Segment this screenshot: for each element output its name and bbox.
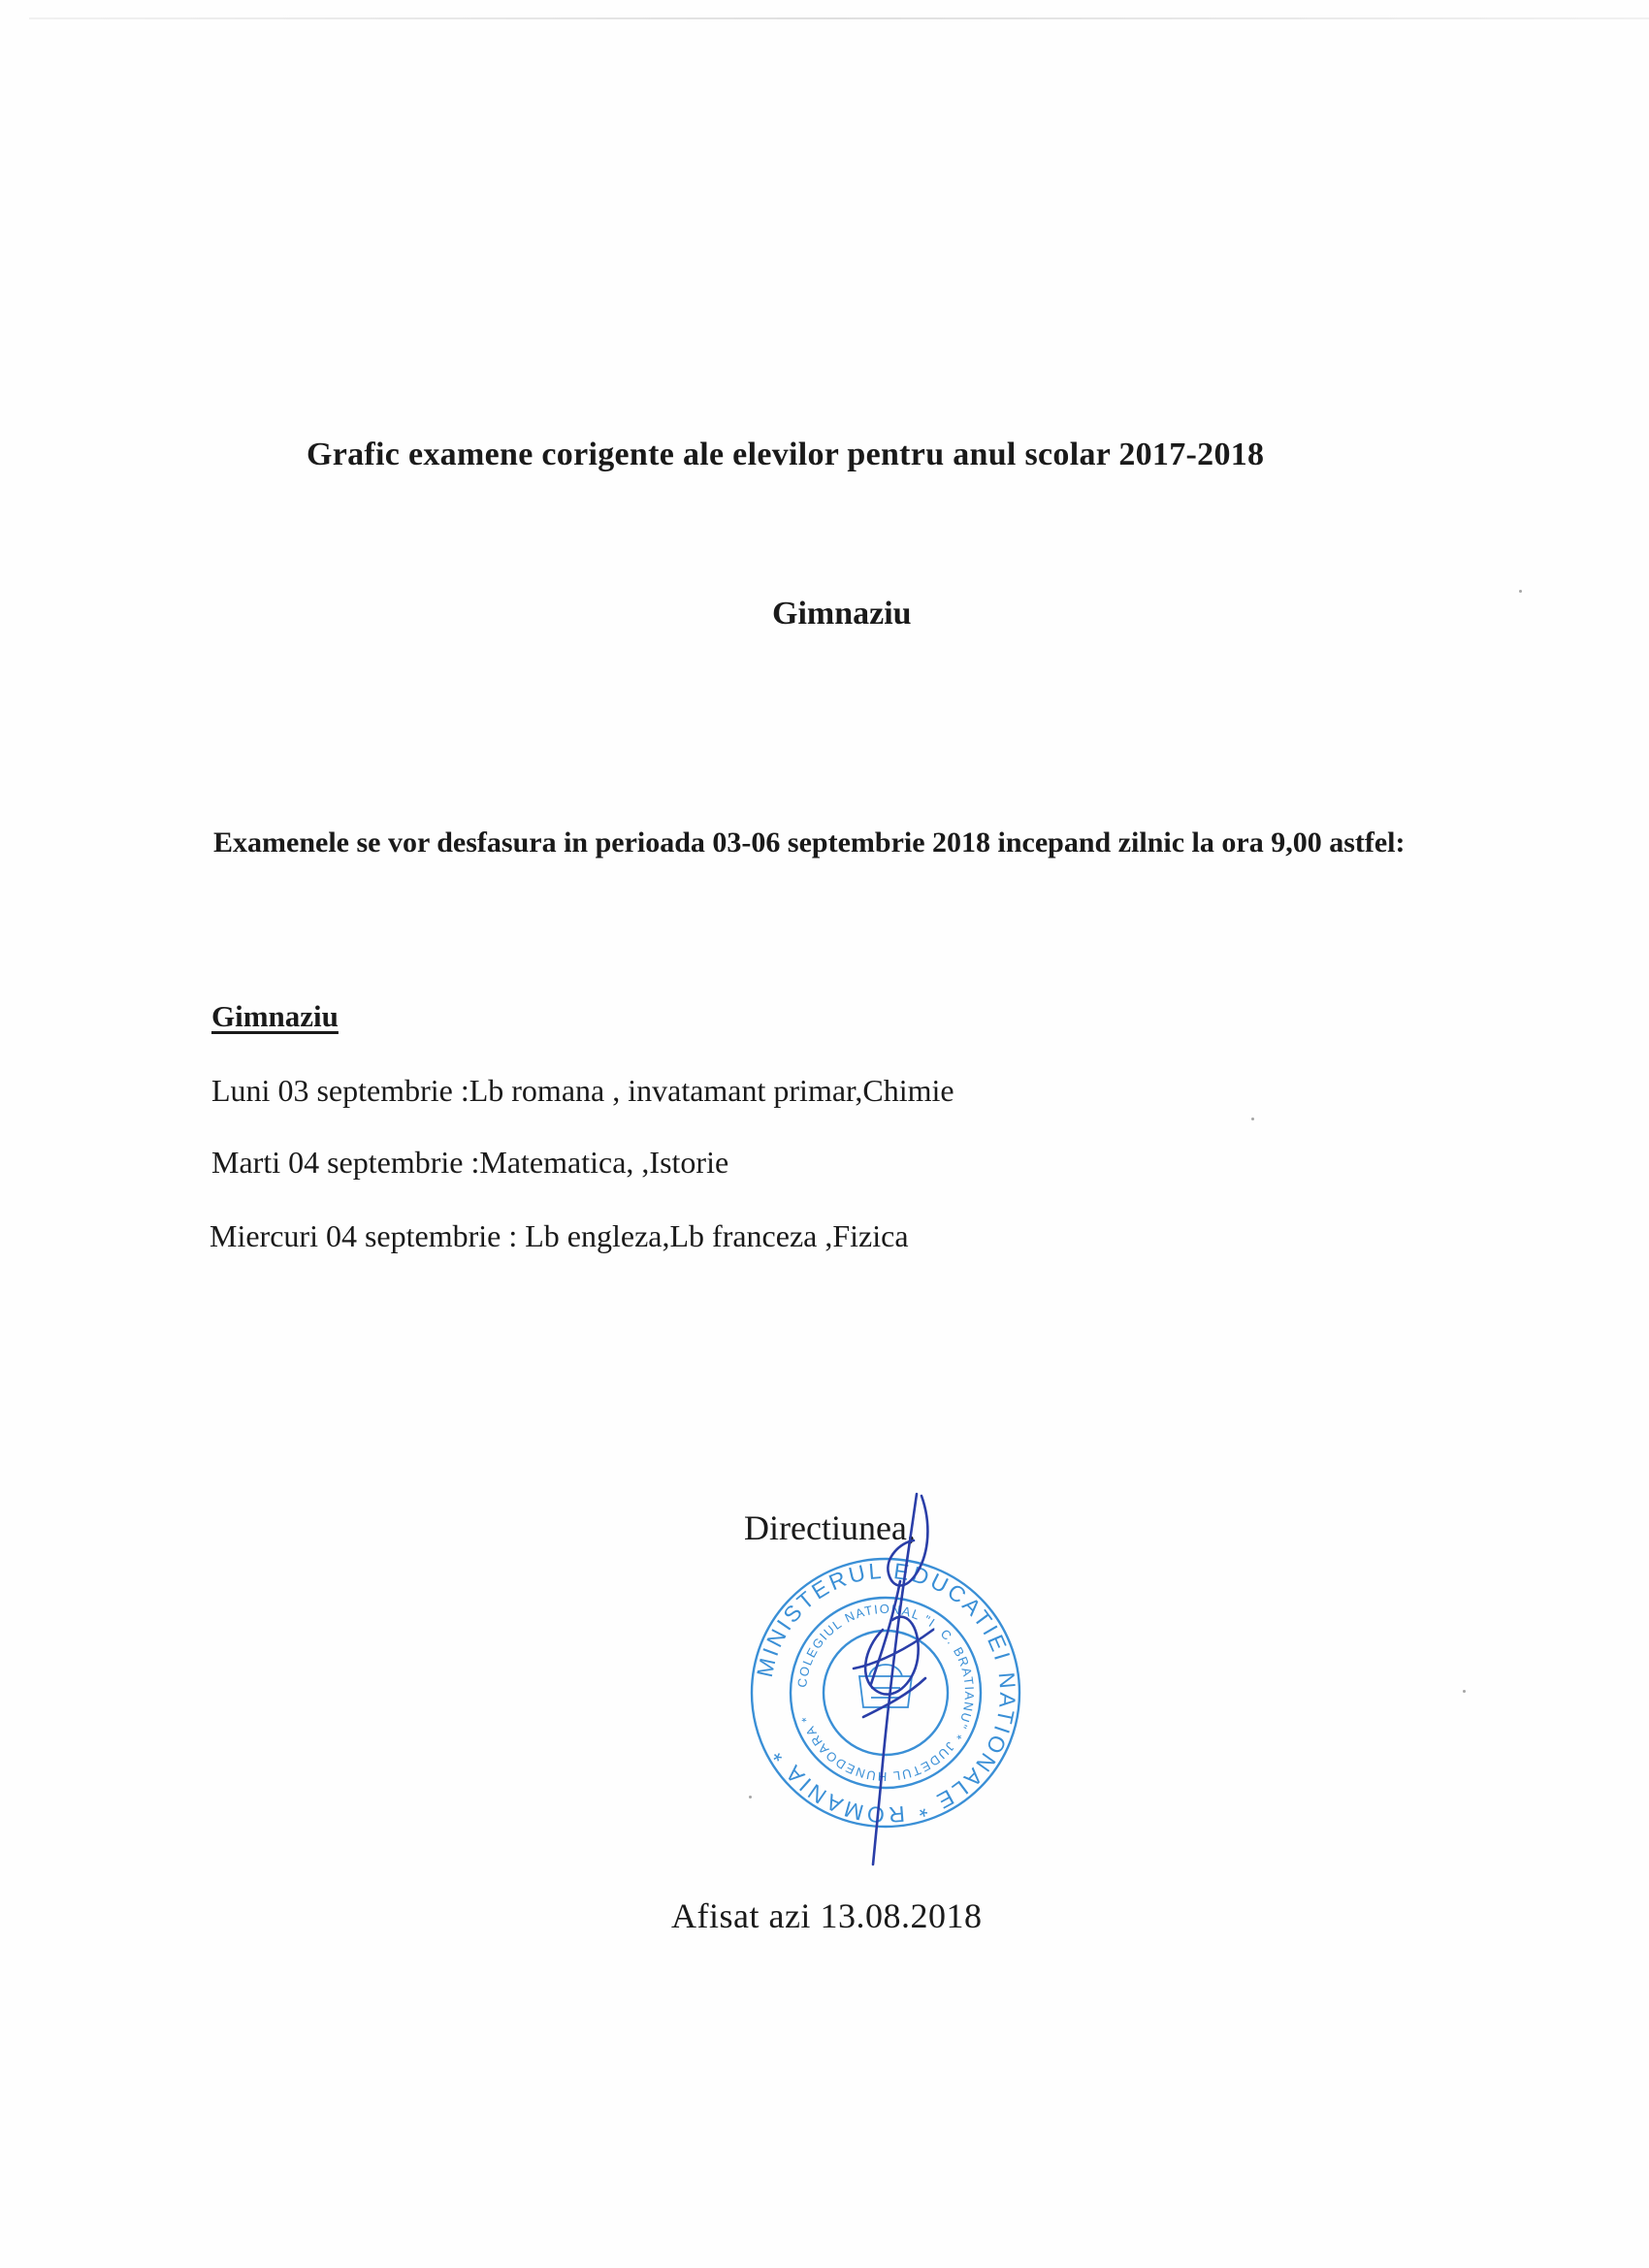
schedule-line-monday: Luni 03 septembrie :Lb romana , invatamant primar,Chimie	[211, 1073, 954, 1108]
posted-date: Afisat azi 13.08.2018	[671, 1896, 983, 1935]
scan-speck	[1519, 590, 1522, 593]
scan-speck	[1251, 1118, 1254, 1120]
schedule-line-tuesday: Marti 04 septembrie :Matematica, ,Istorie	[211, 1145, 729, 1180]
stamp-inner-text: COLEGIUL NATIONAL "I. C. BRATIANU" * JUDETUL HUNEDOARA *	[794, 1601, 978, 1785]
handwritten-signature-icon	[824, 1484, 960, 1872]
scan-edge-shadow	[29, 17, 1649, 19]
exam-period-intro: Examenele se vor desfasura in perioada 03-06 septembrie 2018 incepand zilnic la ora 9,00 astfel:	[213, 826, 1406, 859]
schedule-line-wednesday: Miercuri 04 septembrie : Lb engleza,Lb franceza ,Fizica	[210, 1218, 909, 1253]
stamp-outer-text: MINISTERUL EDUCATIEI NATIONALE * ROMANIA *	[751, 1557, 1021, 1829]
scan-speck	[1463, 1690, 1466, 1693]
signatory-label: Directiunea,	[744, 1508, 916, 1547]
section-heading: Gimnaziu	[211, 999, 339, 1033]
document-title: Grafic examene corigente ale elevilor pentru anul scolar 2017-2018	[307, 437, 1265, 472]
document-subtitle: Gimnaziu	[772, 596, 912, 632]
